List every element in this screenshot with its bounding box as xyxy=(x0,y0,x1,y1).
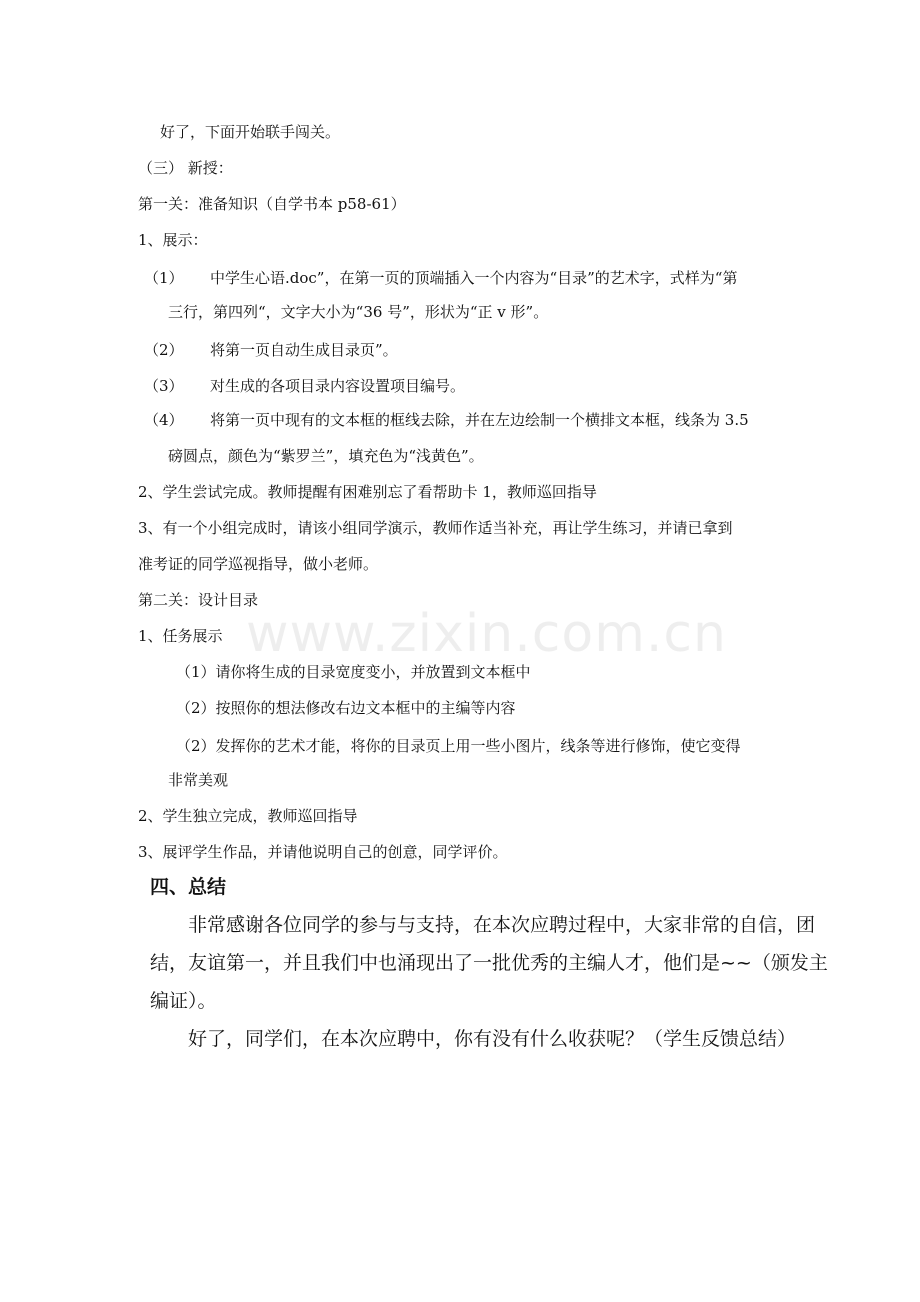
text-line: 1、任务展示 xyxy=(138,627,223,645)
list-text: 将第一页中现有的文本框的框线去除，并在左边绘制一个横排文本框，线条为 3.5 xyxy=(210,411,749,429)
text-line: 2、学生独立完成，教师巡回指导 xyxy=(138,807,358,825)
list-number: （1） xyxy=(144,269,184,287)
summary-paragraph-line: 结，友谊第一，并且我们中也涌现出了一批优秀的主编人才，他们是~~（颁发主 xyxy=(150,952,828,974)
list-number: （3） xyxy=(144,377,184,395)
watermark: www.zixin.com.cn xyxy=(246,604,727,664)
level-one-heading: 第一关：准备知识（自学书本 p58-61） xyxy=(138,195,406,213)
summary-heading: 四、总结 xyxy=(150,876,227,898)
text-line: 准考证的同学巡视指导，做小老师。 xyxy=(138,555,379,573)
level-two-heading: 第二关：设计目录 xyxy=(138,591,259,609)
summary-paragraph-line: 好了，同学们，在本次应聘中，你有没有什么收获呢？（学生反馈总结） xyxy=(188,1028,797,1050)
text-line: 磅圆点，颜色为“紫罗兰”，填充色为“浅黄色”。 xyxy=(168,447,484,465)
text-line: （2）发挥你的艺术才能，将你的目录页上用一些小图片，线条等进行修饰，使它变得 xyxy=(176,737,741,755)
text-line: 3、展评学生作品，并请他说明自己的创意，同学评价。 xyxy=(138,843,508,861)
list-item xyxy=(144,268,737,288)
text-line: 1、展示： xyxy=(138,231,208,249)
section-heading-new-lesson: （三） 新授： xyxy=(138,159,233,177)
list-item xyxy=(144,410,749,430)
list-number: （4） xyxy=(144,411,184,429)
list-text: 对生成的各项目录内容设置项目编号。 xyxy=(210,377,466,395)
list-item xyxy=(144,376,465,396)
list-item xyxy=(144,340,398,360)
list-text: 将第一页自动生成目录页”。 xyxy=(210,341,398,359)
list-text: 中学生心语.doc”，在第一页的顶端插入一个内容为“目录”的艺术字，式样为“第 xyxy=(210,269,738,287)
text-line: 3、有一个小组完成时，请该小组同学演示，教师作适当补充，再让学生练习，并请已拿到 xyxy=(138,519,733,537)
text-line: 2、学生尝试完成。教师提醒有困难别忘了看帮助卡 1，教师巡回指导 xyxy=(138,483,597,501)
text-line: 三行，第四列“，文字大小为“36 号”，形状为“正 v 形”。 xyxy=(168,303,549,321)
summary-paragraph-line: 非常感谢各位同学的参与与支持，在本次应聘过程中，大家非常的自信，团 xyxy=(188,914,816,936)
text-line: 非常美观 xyxy=(168,771,229,789)
list-number: （2） xyxy=(144,341,184,359)
text-line: （2）按照你的想法修改右边文本框中的主编等内容 xyxy=(176,699,516,717)
text-line: （1）请你将生成的目录宽度变小，并放置到文本框中 xyxy=(176,663,531,681)
text-line: 好了，下面开始联手闯关。 xyxy=(160,123,341,141)
summary-paragraph-line: 编证）。 xyxy=(150,990,217,1012)
